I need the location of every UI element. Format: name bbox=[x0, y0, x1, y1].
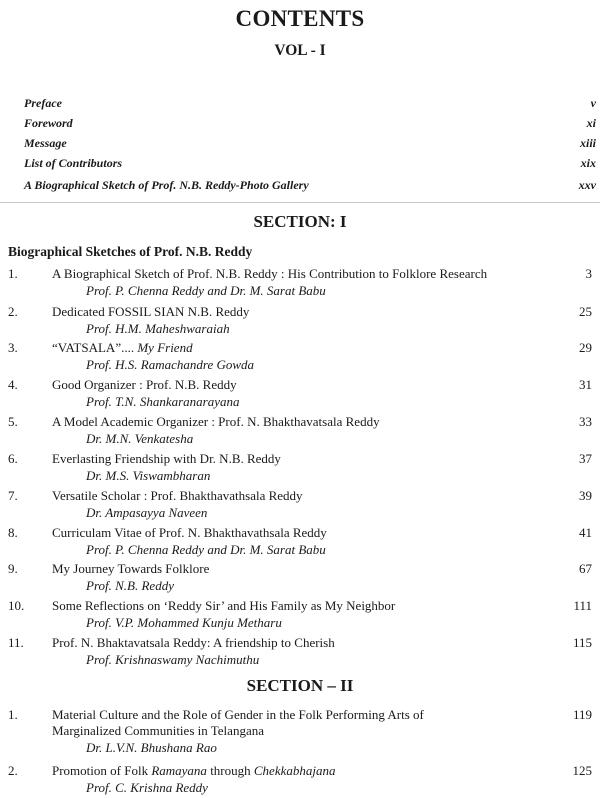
entry-number: 2. bbox=[8, 304, 18, 319]
entry-number: 7. bbox=[8, 488, 18, 503]
entry-title-text: Promotion of Folk bbox=[52, 763, 152, 778]
entry-author: Prof. P. Chenna Reddy and Dr. M. Sarat Babu bbox=[86, 542, 326, 557]
entry-title bbox=[52, 707, 532, 739]
front-matter-label: A Biographical Sketch of Prof. N.B. Reddy-Photo Gallery bbox=[24, 178, 309, 192]
entry-title: A Model Academic Organizer : Prof. N. Bhakthavatsala Reddy bbox=[52, 414, 380, 429]
entry-author: Prof. N.B. Reddy bbox=[86, 578, 174, 593]
entry-author: Prof. C. Krishna Reddy bbox=[86, 780, 208, 795]
front-matter-item bbox=[24, 136, 596, 150]
entry-page: 39 bbox=[579, 488, 592, 503]
entry-title-line: Material Culture and the Role of Gender in the Folk Performing Arts of bbox=[52, 707, 424, 722]
entry-author: Prof. H.S. Ramachandre Gowda bbox=[86, 357, 255, 372]
entry-number: 1. bbox=[8, 707, 18, 722]
entry-number: 5. bbox=[8, 414, 18, 429]
entry-title: Prof. N. Bhaktavatsala Reddy: A friendship to Cherish bbox=[52, 635, 335, 650]
entry-number: 4. bbox=[8, 377, 18, 392]
front-matter-page: xxv bbox=[578, 178, 596, 192]
entry-page: 67 bbox=[579, 561, 592, 576]
section-heading: SECTION: I bbox=[253, 212, 347, 231]
entry-title-text: through bbox=[206, 763, 254, 778]
entry-page: 41 bbox=[579, 525, 592, 540]
entry-author: Prof. Krishnaswamy Nachimuthu bbox=[86, 652, 260, 667]
front-matter-item bbox=[24, 96, 596, 110]
entry-number: 2. bbox=[8, 763, 18, 778]
entry-author: Prof. P. Chenna Reddy and Dr. M. Sarat Babu bbox=[86, 283, 326, 298]
entry-title bbox=[52, 340, 532, 356]
entry-number: 10. bbox=[8, 598, 25, 613]
front-matter-label: Foreword bbox=[24, 116, 73, 130]
front-matter-page: xix bbox=[580, 156, 596, 170]
entry-author: Prof. H.M. Maheshwaraiah bbox=[86, 321, 230, 336]
front-matter-page: xi bbox=[586, 116, 596, 130]
front-matter-page: v bbox=[590, 96, 596, 110]
entry-number: 11. bbox=[8, 635, 24, 650]
divider bbox=[0, 202, 600, 203]
entry-number: 3. bbox=[8, 340, 18, 355]
section-heading: SECTION – II bbox=[246, 676, 354, 695]
entry-title-italic: Ramayana bbox=[151, 763, 207, 778]
entry-title: Dedicated FOSSIL SIAN N.B. Reddy bbox=[52, 304, 250, 319]
entry-page: 111 bbox=[573, 598, 592, 613]
volume-label: VOL - I bbox=[274, 42, 326, 59]
front-matter-label: List of Contributors bbox=[24, 156, 123, 170]
entry-author: Prof. V.P. Mohammed Kunju Metharu bbox=[86, 615, 282, 630]
entry-number: 9. bbox=[8, 561, 18, 576]
entry-title-italic: Chekkabhajana bbox=[253, 763, 336, 778]
entry-page: 125 bbox=[572, 763, 592, 778]
entry-page: 3 bbox=[585, 266, 592, 281]
front-matter-label: Preface bbox=[24, 96, 62, 110]
entry-page: 119 bbox=[572, 707, 592, 722]
entry-page: 31 bbox=[579, 377, 592, 392]
entry-title: Everlasting Friendship with Dr. N.B. Reddy bbox=[52, 451, 281, 466]
entry-title: Some Reflections on ‘Reddy Sir’ and His Family as My Neighbor bbox=[52, 598, 396, 613]
front-matter-item bbox=[24, 178, 596, 192]
entry-author: Dr. Ampasayya Naveen bbox=[86, 505, 208, 520]
front-matter-label: Message bbox=[24, 136, 67, 150]
entry-title-line: Marginalized Communities in Telangana bbox=[52, 723, 264, 738]
entry-title bbox=[52, 763, 532, 779]
entry-title-italic: My Friend bbox=[137, 340, 193, 355]
entry-page: 33 bbox=[579, 414, 592, 429]
entry-number: 8. bbox=[8, 525, 18, 540]
entry-title: My Journey Towards Folklore bbox=[52, 561, 210, 576]
entry-author: Prof. T.N. Shankaranarayana bbox=[86, 394, 240, 409]
entry-title: Versatile Scholar : Prof. Bhakthavathsala Reddy bbox=[52, 488, 303, 503]
entry-number: 6. bbox=[8, 451, 18, 466]
entry-author: Dr. M.N. Venkatesha bbox=[86, 431, 194, 446]
front-matter-page: xiii bbox=[579, 136, 596, 150]
entry-author: Dr. L.V.N. Bhushana Rao bbox=[86, 740, 217, 755]
front-matter-item bbox=[24, 156, 596, 170]
entry-title-text: “VATSALA”.... bbox=[52, 340, 138, 355]
front-matter-item bbox=[24, 116, 596, 130]
entry-title: Curriculam Vitae of Prof. N. Bhakthavathsala Reddy bbox=[52, 525, 327, 540]
page-title: CONTENTS bbox=[235, 6, 365, 31]
entry-title: A Biographical Sketch of Prof. N.B. Reddy : His Contribution to Folklore Research bbox=[52, 266, 488, 281]
entry-page: 29 bbox=[579, 340, 592, 355]
entry-page: 115 bbox=[572, 635, 592, 650]
section-subheading: Biographical Sketches of Prof. N.B. Reddy bbox=[8, 244, 253, 259]
entry-page: 25 bbox=[579, 304, 592, 319]
entry-author: Dr. M.S. Viswambharan bbox=[86, 468, 211, 483]
entry-number: 1. bbox=[8, 266, 18, 281]
entry-page: 37 bbox=[579, 451, 592, 466]
entry-title: Good Organizer : Prof. N.B. Reddy bbox=[52, 377, 237, 392]
